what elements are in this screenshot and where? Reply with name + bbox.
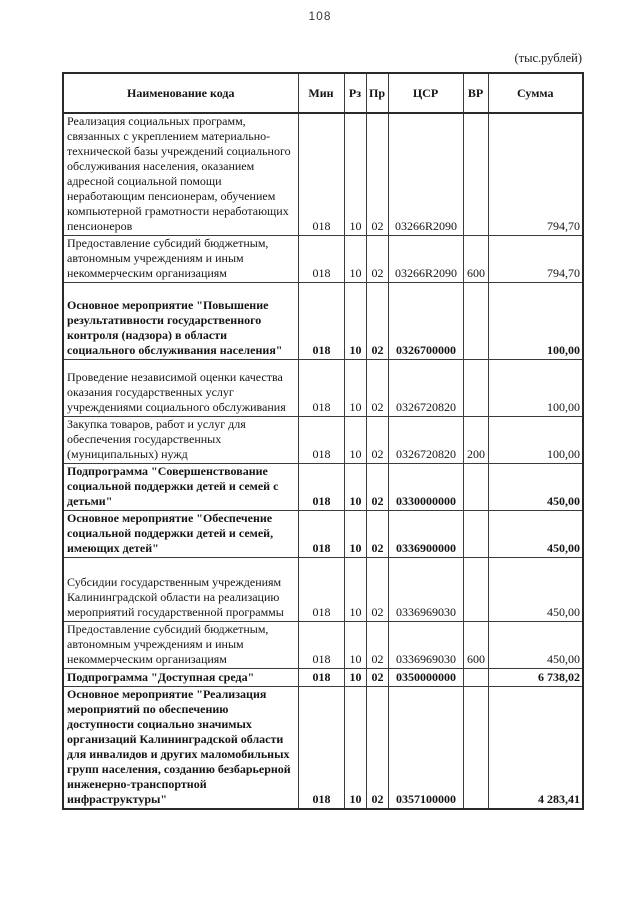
code-name-cell: Предоставление субсидий бюджетным, автономным учреждениям и иным некоммерческим организациям: [63, 622, 298, 669]
pr-cell: 02: [366, 113, 388, 236]
rz-cell: 10: [344, 558, 366, 622]
column-header-csr: ЦСР: [388, 73, 463, 113]
rz-cell: 10: [344, 417, 366, 464]
vr-cell: 600: [463, 236, 488, 283]
csr-cell: 0330000000: [388, 464, 463, 511]
vr-cell: 200: [463, 417, 488, 464]
table-header-row: [63, 73, 583, 113]
summa-cell: 100,00: [488, 417, 583, 464]
min-cell: 018: [298, 669, 344, 687]
summa-cell: 794,70: [488, 236, 583, 283]
table-row: [63, 236, 583, 283]
pr-cell: 02: [366, 360, 388, 417]
code-name-cell: Основное мероприятие "Обеспечение социальной поддержки детей и семей, имеющих детей": [63, 511, 298, 558]
rz-cell: 10: [344, 236, 366, 283]
vr-cell: [463, 360, 488, 417]
budget-table: [62, 72, 584, 810]
code-name-cell: Реализация социальных программ, связанных с укреплением материально-технической базы учреждений социального обслуживания населения, оказанием адресной социальной помощи неработающим пенсионерам, обучением компьютерной грамотности неработающих пенсионеров: [63, 113, 298, 236]
min-cell: 018: [298, 558, 344, 622]
summa-cell: 450,00: [488, 511, 583, 558]
summa-cell: 100,00: [488, 283, 583, 360]
table-row: [63, 464, 583, 511]
csr-cell: 0326720820: [388, 417, 463, 464]
rz-cell: 10: [344, 687, 366, 810]
summa-cell: 4 283,41: [488, 687, 583, 810]
pr-cell: 02: [366, 511, 388, 558]
min-cell: 018: [298, 687, 344, 810]
summa-cell: 6 738,02: [488, 669, 583, 687]
csr-cell: 03266R2090: [388, 236, 463, 283]
csr-cell: 03266R2090: [388, 113, 463, 236]
csr-cell: 0350000000: [388, 669, 463, 687]
pr-cell: 02: [366, 669, 388, 687]
summa-cell: 450,00: [488, 622, 583, 669]
page-number: 108: [308, 9, 332, 23]
min-cell: 018: [298, 113, 344, 236]
pr-cell: 02: [366, 236, 388, 283]
code-name-cell: Предоставление субсидий бюджетным, автономным учреждениям и иным некоммерческим организациям: [63, 236, 298, 283]
rz-cell: 10: [344, 113, 366, 236]
summa-cell: 100,00: [488, 360, 583, 417]
vr-cell: [463, 511, 488, 558]
code-name-cell: Подпрограмма "Совершенствование социальной поддержки детей и семей с детьми": [63, 464, 298, 511]
code-name-cell: Основное мероприятие "Реализация мероприятий по обеспечению доступности социально значимых организаций Калининградской области для инвалидов и других маломобильных групп населения, созданию безбарьерной инженерно-транспортной инфраструктуры": [63, 687, 298, 810]
rz-cell: 10: [344, 511, 366, 558]
column-header-summa: Сумма: [488, 73, 583, 113]
csr-cell: 0336900000: [388, 511, 463, 558]
table-row: [63, 283, 583, 360]
csr-cell: 0326700000: [388, 283, 463, 360]
summa-cell: 794,70: [488, 113, 583, 236]
min-cell: 018: [298, 283, 344, 360]
pr-cell: 02: [366, 283, 388, 360]
code-name-cell: Проведение независимой оценки качества оказания государственных услуг учреждениями социального обслуживания: [63, 360, 298, 417]
pr-cell: 02: [366, 417, 388, 464]
rz-cell: 10: [344, 669, 366, 687]
min-cell: 018: [298, 464, 344, 511]
vr-cell: [463, 558, 488, 622]
csr-cell: 0336969030: [388, 622, 463, 669]
vr-cell: 600: [463, 622, 488, 669]
code-name-cell: Субсидии государственным учреждениям Калининградской области на реализацию мероприятий государственной программы: [63, 558, 298, 622]
pr-cell: 02: [366, 687, 388, 810]
summa-cell: 450,00: [488, 464, 583, 511]
rz-cell: 10: [344, 283, 366, 360]
vr-cell: [463, 283, 488, 360]
code-name-cell: Основное мероприятие "Повышение результативности государственного контроля (надзора) в области социального обслуживания населения": [63, 283, 298, 360]
units-note: (тыс.рублей): [514, 51, 582, 65]
rz-cell: 10: [344, 464, 366, 511]
column-header-min: Мин: [298, 73, 344, 113]
table-row: [63, 558, 583, 622]
code-name-cell: Закупка товаров, работ и услуг для обеспечения государственных (муниципальных) нужд: [63, 417, 298, 464]
vr-cell: [463, 113, 488, 236]
table-row: [63, 360, 583, 417]
rz-cell: 10: [344, 622, 366, 669]
min-cell: 018: [298, 236, 344, 283]
column-header-name: Наименование кода: [63, 73, 298, 113]
column-header-pr: Пр: [366, 73, 388, 113]
column-header-rz: Рз: [344, 73, 366, 113]
csr-cell: 0336969030: [388, 558, 463, 622]
min-cell: 018: [298, 360, 344, 417]
min-cell: 018: [298, 417, 344, 464]
pr-cell: 02: [366, 558, 388, 622]
table-row: [63, 417, 583, 464]
csr-cell: 0357100000: [388, 687, 463, 810]
code-name-cell: Подпрограмма "Доступная среда": [63, 669, 298, 687]
vr-cell: [463, 669, 488, 687]
table-row: [63, 669, 583, 687]
column-header-vr: ВР: [463, 73, 488, 113]
vr-cell: [463, 687, 488, 810]
rz-cell: 10: [344, 360, 366, 417]
table-row: [63, 687, 583, 810]
min-cell: 018: [298, 511, 344, 558]
summa-cell: 450,00: [488, 558, 583, 622]
pr-cell: 02: [366, 464, 388, 511]
table-row: [63, 622, 583, 669]
table-row: [63, 511, 583, 558]
vr-cell: [463, 464, 488, 511]
pr-cell: 02: [366, 622, 388, 669]
csr-cell: 0326720820: [388, 360, 463, 417]
min-cell: 018: [298, 622, 344, 669]
table-row: [63, 113, 583, 236]
